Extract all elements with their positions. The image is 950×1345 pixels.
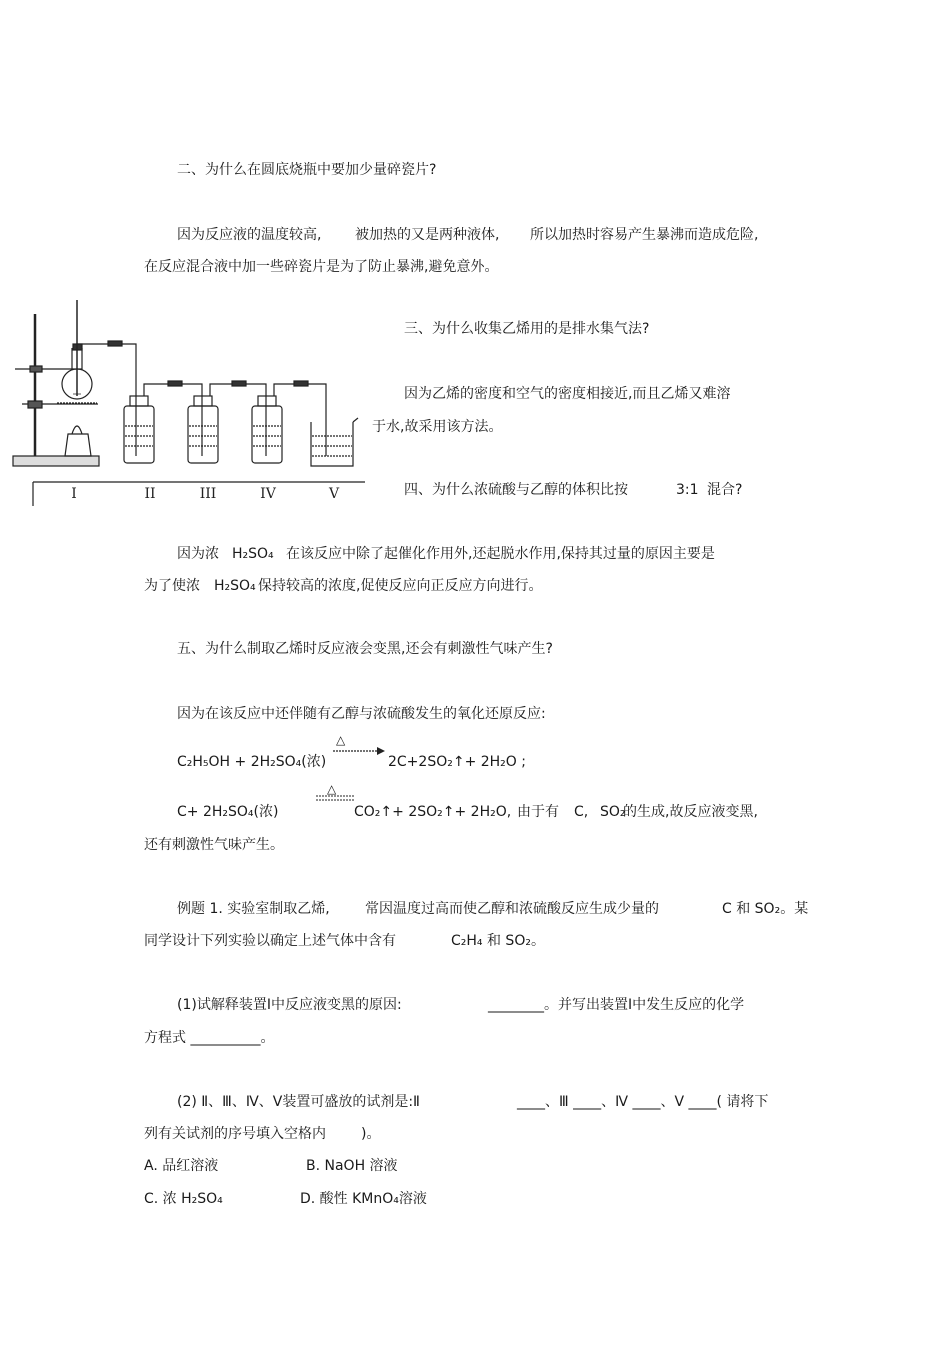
q4-answer-line1-formula: H₂SO₄ (232, 546, 274, 562)
equation1-right: 2C+2SO₂↑+ 2H₂O ; (388, 754, 526, 770)
example-intro-b: 常因温度过高而使乙醇和浓硫酸反应生成少量的 (365, 901, 659, 917)
q3-heading: 三、为什么收集乙烯用的是排水集气法? (404, 321, 650, 337)
equation2-right: CO₂↑+ 2SO₂↑+ 2H₂O, (354, 804, 512, 820)
example-part1-line2: 方程式 __________。 (144, 1030, 275, 1046)
example-part2-line2-b: )。 (361, 1126, 381, 1142)
q4-heading-part-b: 混合? (707, 482, 743, 498)
q4-answer-line1-a: 因为浓 (177, 546, 219, 562)
q4-answer-line1-b: 在该反应中除了起催化作用外,还起脱水作用,保持其过量的原因主要是 (286, 546, 715, 562)
q2-answer-part-a: 因为反应液的温度较高, (177, 227, 322, 243)
q4-heading-ratio: 3:1 (676, 482, 699, 498)
q2-answer-part-c: 所以加热时容易产生暴沸而造成危险, (530, 227, 759, 243)
equation2-tail-so2: SO₂ (600, 804, 626, 820)
q4-answer-line2-a: 为了使浓 (144, 578, 200, 594)
q3-answer-line2: 于水,故采用该方法。 (372, 419, 503, 435)
equation1-heat-icon: △ (336, 733, 346, 747)
example-part2-a: (2) Ⅱ、Ⅲ、Ⅳ、Ⅴ装置可盛放的试剂是:Ⅱ (177, 1094, 420, 1110)
equation2-tail-b: 的生成,故反应液变黑, (623, 804, 758, 820)
equation2-left: C+ 2H₂SO₄(浓) (177, 804, 279, 820)
figure-label-2: II (144, 486, 156, 502)
apparatus-figure (10, 296, 370, 511)
q2-answer-part-b: 被加热的又是两种液体, (355, 227, 500, 243)
q5-heading: 五、为什么制取乙烯时反应液会变黑,还会有刺激性气味产生? (177, 641, 553, 657)
equation2-heat-icon: △ (327, 782, 337, 796)
figure-label-3: III (199, 486, 217, 502)
q5-conclusion: 还有刺激性气味产生。 (144, 837, 284, 853)
example-part2-b: ____、Ⅲ ____、Ⅳ ____、Ⅴ ____( 请将下 (517, 1094, 769, 1110)
example-intro-a: 例题 1. 实验室制取乙烯, (177, 901, 330, 917)
option-d: D. 酸性 KMnO₄溶液 (300, 1191, 427, 1207)
equation2-equals-icon (316, 795, 354, 801)
option-b: B. NaOH 溶液 (306, 1158, 398, 1174)
equation1-left: C₂H₅OH + 2H₂SO₄(浓) (177, 754, 327, 770)
figure-label-5: V (328, 486, 340, 502)
example-part1-blank: ________。并写出装置Ⅰ中发生反应的化学 (488, 997, 745, 1013)
q5-answer-intro: 因为在该反应中还伴随有乙醇与浓硫酸发生的氧化还原反应: (177, 706, 546, 722)
q2-answer-line2: 在反应混合液中加一些碎瓷片是为了防止暴沸,避免意外。 (144, 259, 499, 275)
option-c: C. 浓 H₂SO₄ (144, 1191, 223, 1207)
q4-answer-line2-b: 保持较高的浓度,促使反应向正反应方向进行。 (258, 578, 543, 594)
example-intro-line2-b: C₂H₄ 和 SO₂。 (451, 933, 545, 949)
example-part1-a: (1)试解释装置Ⅰ中反应液变黑的原因: (177, 997, 402, 1013)
q4-answer-line2-formula: H₂SO₄ (214, 578, 256, 594)
q4-heading-part-a: 四、为什么浓硫酸与乙醇的体积比按 (404, 482, 628, 498)
example-intro-line2-a: 同学设计下列实验以确定上述气体中含有 (144, 933, 396, 949)
q2-heading: 二、为什么在圆底烧瓶中要加少量碎瓷片? (177, 162, 437, 178)
equation2-tail-a: 由于有 (517, 804, 559, 820)
equation2-tail-c: C, (574, 804, 589, 820)
example-intro-c: C 和 SO₂。某 (722, 901, 809, 917)
figure-label-1: I (71, 486, 77, 502)
equation1-arrow-icon (333, 746, 385, 756)
figure-label-4: IV (260, 486, 276, 502)
q3-answer-line1: 因为乙烯的密度和空气的密度相接近,而且乙烯又难溶 (404, 386, 731, 402)
option-a: A. 品红溶液 (144, 1158, 219, 1174)
example-part2-line2-a: 列有关试剂的序号填入空格内 (144, 1126, 326, 1142)
